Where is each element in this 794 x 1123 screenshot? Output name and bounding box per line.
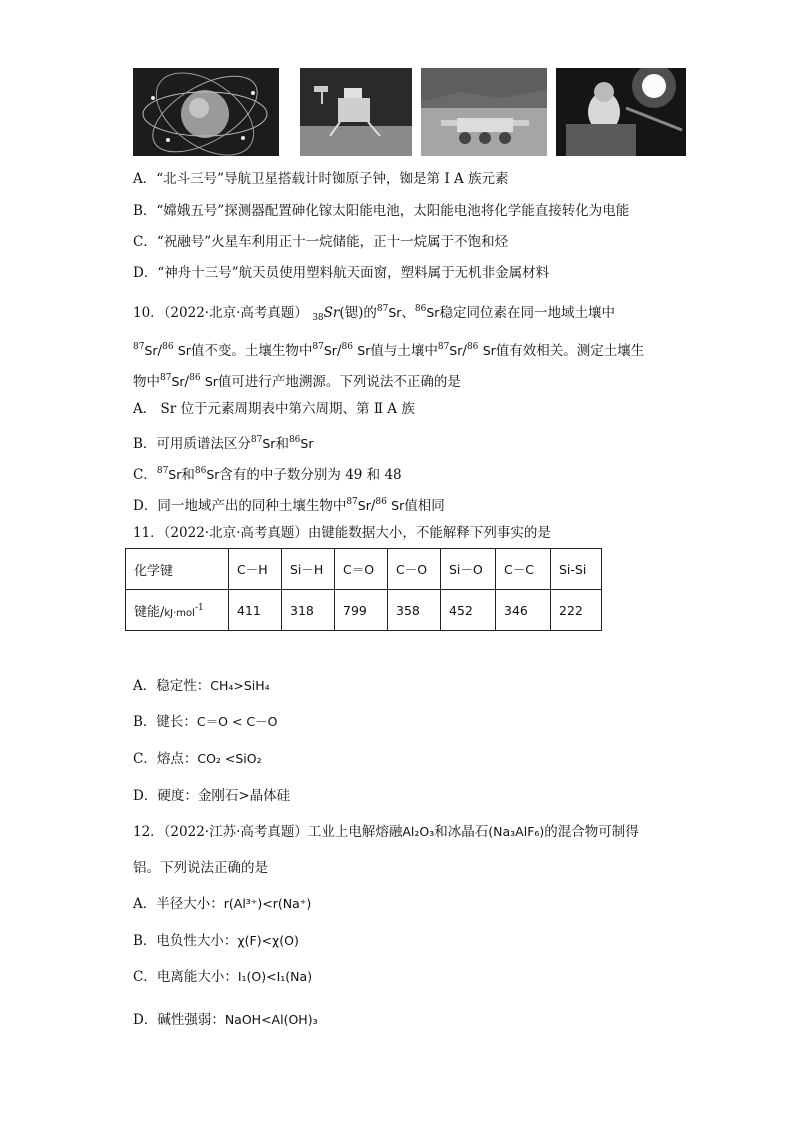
sr-symbol: Sr bbox=[300, 436, 314, 451]
q11-option-c bbox=[133, 750, 262, 768]
unit: kJ·mol bbox=[164, 607, 195, 619]
sr-symbol: Sr bbox=[482, 343, 496, 358]
text-fragment: 物中 bbox=[133, 374, 160, 390]
text-fragment: 和 bbox=[181, 467, 195, 483]
formula: I₁(O)<I₁(Na) bbox=[237, 969, 313, 984]
mass-86: 86 bbox=[375, 497, 387, 507]
text-fragment: C．电离能大小： bbox=[133, 969, 238, 985]
sr-symbol: Sr bbox=[323, 305, 340, 321]
table-cell: Si－O bbox=[441, 549, 496, 590]
table-cell: Si-Si bbox=[551, 549, 602, 590]
text-fragment: 和冰晶石 bbox=[434, 824, 489, 840]
q12-stem-line1 bbox=[133, 823, 639, 841]
mass-86: 86 bbox=[194, 466, 207, 476]
table-cell: 799 bbox=[335, 590, 388, 631]
text-fragment: (锶)的 bbox=[339, 305, 377, 321]
mass-87: 87 bbox=[312, 342, 324, 352]
mass-87: 87 bbox=[250, 435, 263, 445]
sr-symbol: Sr bbox=[449, 343, 463, 358]
q9-option-b: B．“嫦娥五号”探测器配置砷化镓太阳能电池，太阳能电池将化学能直接转化为电能 bbox=[133, 203, 630, 219]
beidou-satellite-photo bbox=[133, 68, 279, 156]
sr-symbol: Sr bbox=[204, 374, 218, 389]
table-row bbox=[126, 549, 602, 590]
sr-symbol: Sr bbox=[144, 343, 158, 358]
mass-86: 86 bbox=[189, 373, 201, 383]
sr-symbol: Sr bbox=[262, 436, 276, 451]
sr-symbol: Sr bbox=[391, 498, 405, 513]
text-fragment: C． bbox=[133, 467, 157, 483]
text-fragment: 含有的中子数分别为 49 和 48 bbox=[219, 467, 402, 483]
q10-stem-line3: 物中$^{87}$Sr/$^{86}$ Sr值可进行产地溯源。下列说法不正确的是 bbox=[133, 373, 461, 390]
text-fragment: B．键长： bbox=[133, 714, 197, 730]
q10-source: （2022·北京·高考真题） bbox=[163, 305, 308, 321]
q9-option-a: A．“北斗三号”导航卫星搭载计时铷原子钟，铷是第 Ⅰ A 族元素 bbox=[133, 171, 509, 187]
q12-option-a bbox=[133, 895, 311, 913]
q9-option-c: C．“祝融号”火星车利用正十一烷储能，正十一烷属于不饱和烃 bbox=[133, 234, 509, 250]
text-fragment: 键能/ bbox=[134, 604, 165, 620]
sr-symbol: Sr bbox=[323, 343, 337, 358]
q10-option-c bbox=[133, 462, 402, 484]
mass-87: 87 bbox=[160, 373, 172, 383]
formula: (Na₃AlF₆) bbox=[488, 824, 545, 839]
q10-number: 10． bbox=[133, 305, 164, 321]
text-fragment: 12．（2022·江苏·高考真题）工业上电解熔融 bbox=[133, 824, 403, 840]
q12-option-b bbox=[133, 932, 299, 950]
zhurong-rover-photo bbox=[421, 68, 547, 156]
text-fragment: 值不变。土壤生物中 bbox=[190, 343, 313, 359]
mass-87: 87 bbox=[133, 342, 145, 352]
text-fragment: D．碱性强弱： bbox=[133, 1012, 225, 1028]
table-cell: 222 bbox=[551, 590, 602, 631]
sr-symbol: Sr bbox=[168, 467, 182, 482]
sr-symbol: Sr bbox=[357, 343, 371, 358]
text-fragment: 值可进行产地溯源。下列说法不正确的是 bbox=[217, 374, 461, 390]
q11-option-b bbox=[133, 713, 277, 731]
table-cell: Si－H bbox=[282, 549, 335, 590]
q10-option-a: A． Sr 位于元素周期表中第六周期、第 Ⅱ A 族 bbox=[133, 401, 415, 417]
q10-stem-line2: $^{87}$Sr/$^{86}$ Sr值不变。土壤生物中$^{87}$Sr/$^{86}$ Sr值与土壤中$^{87}$Sr/$^{86}$ Sr值有效相关。测定土壤生 bbox=[133, 342, 645, 359]
mass-87: 87 bbox=[437, 342, 450, 352]
text-fragment: 值相同 bbox=[404, 498, 445, 514]
table-cell: C－H bbox=[229, 549, 282, 590]
table-cell: C－O bbox=[388, 549, 441, 590]
formula: Al₂O₃ bbox=[402, 824, 435, 839]
text-fragment: 、 bbox=[401, 305, 415, 321]
table-cell: 346 bbox=[496, 590, 551, 631]
formula: χ(F)<χ(O) bbox=[237, 933, 299, 948]
mass-86: 86 bbox=[288, 435, 301, 445]
q11-option-d: D．硬度：金刚石>晶体硅 bbox=[133, 788, 291, 804]
text-fragment: A．稳定性： bbox=[133, 678, 211, 694]
sr-symbol: Sr bbox=[388, 305, 402, 320]
text-fragment: C．熔点： bbox=[133, 751, 198, 767]
q10-option-b bbox=[133, 431, 313, 453]
text-fragment: 值有效相关。测定土壤生 bbox=[495, 343, 645, 359]
q10-stem-line1 bbox=[133, 300, 615, 327]
table-row bbox=[126, 590, 602, 631]
q10-option-d: D．同一地域产出的同种土壤生物中$^{87}$Sr/$^{86}$ Sr值相同 bbox=[133, 497, 445, 514]
text-fragment: 值与土壤中 bbox=[370, 343, 438, 359]
sr-symbol: Sr bbox=[171, 374, 185, 389]
table-header-bond: 化学键 bbox=[126, 549, 229, 590]
table-cell: 411 bbox=[229, 590, 282, 631]
mass-87: 87 bbox=[346, 497, 358, 507]
sr-symbol: Sr bbox=[177, 343, 191, 358]
text-fragment: D．同一地域产出的同种土壤生物中 bbox=[133, 498, 347, 514]
sr-symbol: Sr bbox=[206, 467, 220, 482]
q12-option-c bbox=[133, 968, 312, 986]
table-header-energy bbox=[126, 590, 229, 631]
text-fragment: A．半径大小： bbox=[133, 896, 224, 912]
q11-stem: 11．（2022·北京·高考真题）由键能数据大小，不能解释下列事实的是 bbox=[133, 525, 551, 541]
q11-option-a bbox=[133, 677, 270, 695]
text-fragment: 和 bbox=[275, 436, 289, 452]
text-fragment: B．可用质谱法区分 bbox=[133, 436, 251, 452]
change5-lander-photo bbox=[300, 68, 412, 156]
text-fragment: B．电负性大小： bbox=[133, 933, 238, 949]
formula: NaOH<Al(OH)₃ bbox=[224, 1012, 318, 1027]
mass-87: 87 bbox=[376, 304, 389, 314]
mass-86: 86 bbox=[466, 342, 479, 352]
mass-86: 86 bbox=[341, 342, 353, 352]
shenzhou13-astronaut-photo bbox=[556, 68, 686, 156]
q9-option-d: D．“神舟十三号”航天员使用塑料航天面窗，塑料属于无机非金属材料 bbox=[133, 265, 550, 281]
table-cell: 318 bbox=[282, 590, 335, 631]
atomic-number: 38 bbox=[312, 313, 324, 323]
table-cell: C＝O bbox=[335, 549, 388, 590]
table-cell: 452 bbox=[441, 590, 496, 631]
mass-86: 86 bbox=[162, 342, 174, 352]
sr-symbol: Sr bbox=[426, 305, 440, 320]
q12-option-d bbox=[133, 1011, 318, 1029]
table-cell: C－C bbox=[496, 549, 551, 590]
formula: r(Al³⁺)<r(Na⁺) bbox=[223, 896, 312, 911]
formula: CH₄>SiH₄ bbox=[210, 678, 270, 693]
mass-87: 87 bbox=[156, 466, 169, 476]
mass-86: 86 bbox=[414, 304, 427, 314]
table-cell: 358 bbox=[388, 590, 441, 631]
q12-stem-line2: 铝。下列说法正确的是 bbox=[133, 860, 268, 876]
text-fragment: 稳定同位素在同一地域土壤中 bbox=[439, 305, 615, 321]
formula: C＝O < C－O bbox=[196, 714, 278, 729]
formula: CO₂ <SiO₂ bbox=[197, 751, 262, 766]
sr-symbol: Sr bbox=[357, 498, 371, 513]
bond-energy-table bbox=[125, 548, 602, 631]
photo-row bbox=[133, 68, 693, 156]
text-fragment: 的混合物可制得 bbox=[544, 824, 639, 840]
unit-exponent: -1 bbox=[194, 602, 204, 613]
